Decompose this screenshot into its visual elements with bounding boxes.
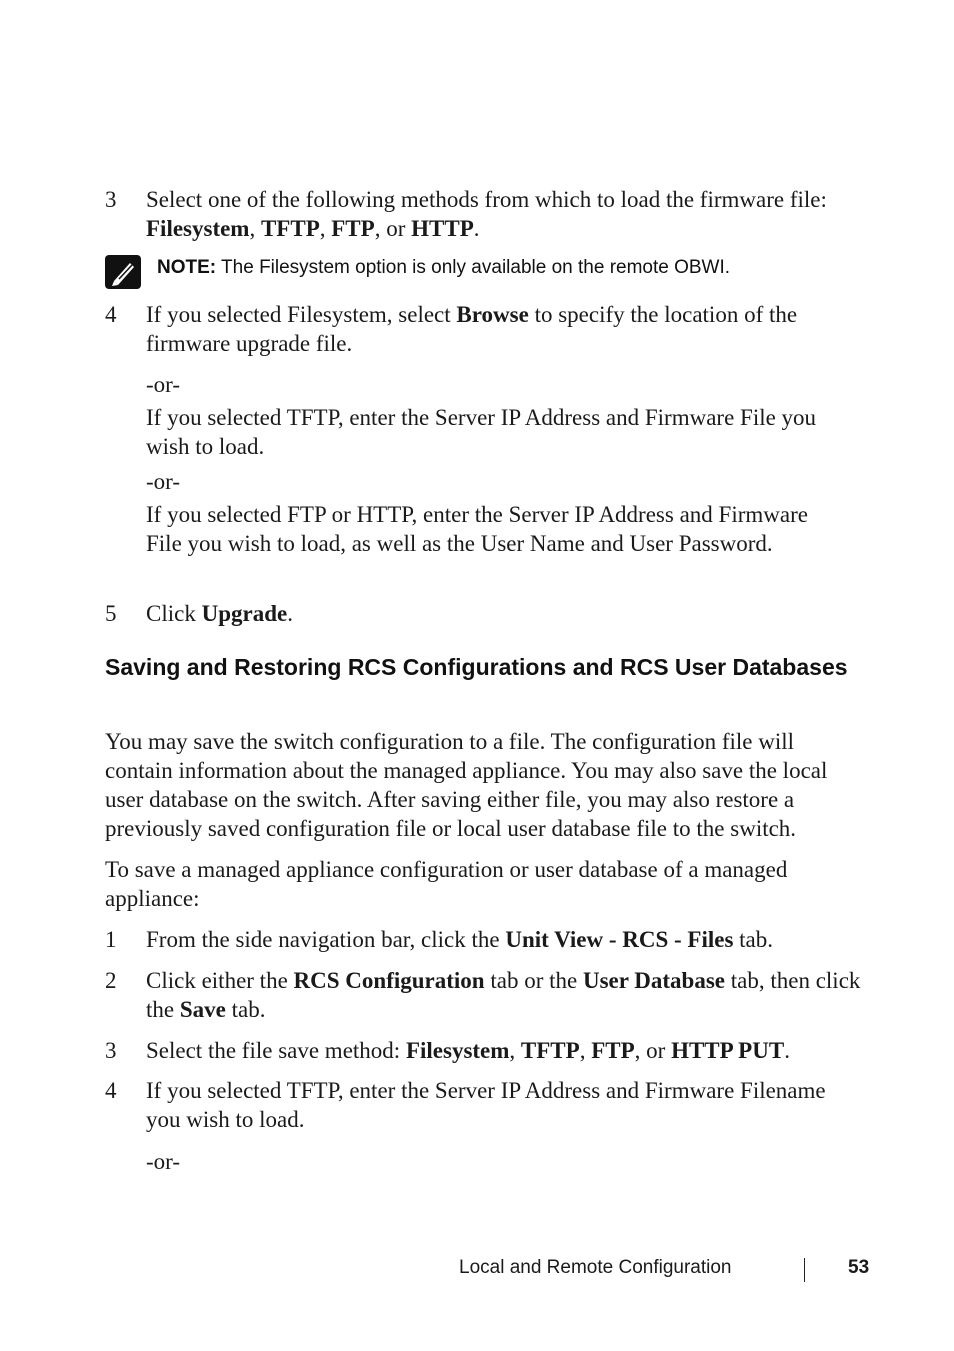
or-separator: -or- (146, 1149, 181, 1174)
note-body: The Filesystem option is only available on the remote OBWI. (216, 257, 731, 278)
ui-term: TFTP (260, 216, 320, 241)
ui-term: HTTP (411, 216, 474, 241)
step-text: Select one of the following methods from which to load the firmware file: Filesystem, TFTP, FTP, or HTTP. (146, 187, 827, 241)
ui-term: Unit View - RCS - Files (505, 927, 734, 952)
note-label: NOTE: (157, 257, 217, 278)
ftp-instruction: If you selected FTP or HTTP, enter the Server IP Address and Firmware File you wish to load, as well as the User Name and User Password. (146, 502, 808, 556)
ui-term: FTP (591, 1038, 635, 1063)
tftp-instruction: If you selected TFTP, enter the Server IP Address and Firmware File you wish to load. (146, 405, 817, 459)
save-step-4 (105, 1076, 865, 1134)
ui-term: Upgrade (201, 601, 288, 626)
step-number: 4 (105, 1078, 117, 1103)
step-number: 4 (105, 302, 117, 327)
note-text (157, 256, 730, 280)
step-text: If you selected Filesystem, select Browse to specify the location of the firmware upgrade file. (146, 302, 798, 356)
footer-chapter-title: Local and Remote Configuration (459, 1257, 732, 1278)
ui-term: RCS Configuration (293, 968, 485, 993)
ui-term: TFTP (520, 1038, 580, 1063)
ui-term: Filesystem (405, 1038, 510, 1063)
intro-paragraph: You may save the switch configuration to a file. The configuration file will contain information about the managed appliance. You may also save the local user database on the switch. After saving either file, you may also restore a previously saved configuration file or local user database file to the switch. (105, 729, 828, 841)
save-step-1 (105, 925, 865, 954)
page-number: 53 (848, 1257, 870, 1278)
step-number: 3 (105, 187, 117, 212)
ui-term: Browse (456, 302, 529, 327)
footer-divider (804, 1258, 805, 1282)
intro-paragraph-2: To save a managed appliance configuration or user database of a managed appliance: (105, 857, 788, 911)
section-heading: Saving and Restoring RCS Configurations and RCS User Databases (105, 654, 848, 680)
note-box (105, 255, 865, 289)
ui-term: Save (179, 997, 226, 1022)
or-separator: -or- (146, 372, 181, 397)
step-number: 1 (105, 927, 117, 952)
step-text: If you selected TFTP, enter the Server IP Address and Firmware Filename you wish to load. (146, 1078, 826, 1132)
ui-term: User Database (582, 968, 726, 993)
note-pencil-icon (105, 255, 141, 289)
ui-term: Filesystem (146, 216, 250, 241)
step-3-load-method (105, 185, 865, 243)
step-number: 2 (105, 968, 117, 993)
step-5-upgrade (105, 599, 865, 628)
save-step-2 (105, 966, 865, 1024)
ui-term: HTTP PUT (671, 1038, 785, 1063)
save-step-3 (105, 1036, 865, 1065)
step-text: From the side navigation bar, click the Unit View - RCS - Files tab. (146, 927, 774, 952)
ui-term: FTP (331, 216, 375, 241)
step-text: Select the file save method: Filesystem, TFTP, FTP, or HTTP PUT. (146, 1038, 790, 1063)
or-separator: -or- (146, 469, 181, 494)
step-number: 5 (105, 601, 117, 626)
step-number: 3 (105, 1038, 117, 1063)
step-text: Click either the RCS Configuration tab or the User Database tab, then click the Save tab. (146, 968, 861, 1022)
step-4-filesystem (105, 300, 865, 358)
step-text: Click Upgrade. (146, 601, 293, 626)
